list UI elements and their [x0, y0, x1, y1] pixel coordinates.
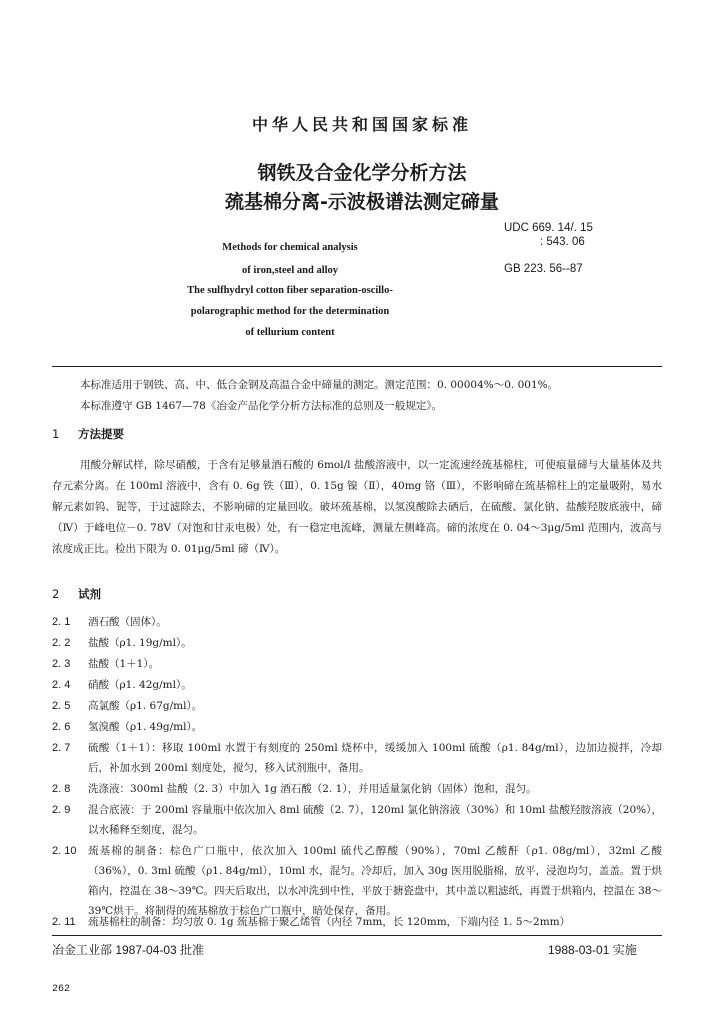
page-number: 262: [52, 984, 71, 995]
english-title-line-1: Methods for chemical analysis: [222, 242, 358, 253]
reagent-number: 2. 10: [52, 845, 77, 857]
reagent-text: 巯基棉的制备：棕色广口瓶中，依次加入 100ml 硫代乙醇酸（90%），70ml 乙酸酐（ρ1. 08g/ml），32ml 乙酸（36%），0. 3ml 硫酸（ρ1. 84g/ml），10ml 水，混匀。冷却后，加入 30g 医用脱脂棉，放平，浸泡均匀，盖盖。置于烘箱内，控温在 38～39℃。四天后取出，以水冲洗到中性，平放于搪瓷盘中，其中盖以粗滤纸，再置于烘箱内，控温在 38～39℃烘干。将制得的巯基棉放于棕色广口瓶中，暗处保存，备用。: [88, 845, 662, 917]
reagent-item: [52, 800, 662, 840]
reagent-item: [52, 912, 662, 932]
reagent-number: 2. 9: [52, 804, 71, 816]
reagent-item: [52, 696, 662, 716]
compliance-paragraph: 本标准遵守 GB 1467—78《冶金产品化学分析方法标准的总则及一般规定》。: [80, 400, 443, 412]
reagent-item: [52, 612, 662, 632]
reagent-text: 洗涤液：300ml 盐酸（2. 3）中加入 1g 酒石酸（2. 1），并用适量氯化钠（固体）饱和，混匀。: [88, 783, 537, 795]
reagent-item: [52, 841, 662, 921]
reagent-number: 2. 5: [52, 700, 71, 712]
reagent-number: 2. 8: [52, 783, 71, 795]
reagent-number: 2. 7: [52, 742, 71, 754]
gb-number: GB 223. 56--87: [504, 263, 583, 275]
document-title-line-1: 钢铁及合金化学分析方法: [257, 162, 467, 184]
section-2-title: 试剂: [78, 587, 101, 601]
udc-code: UDC 669. 14/. 15: [504, 222, 593, 234]
reagent-number: 2. 4: [52, 679, 71, 691]
document-title-line-2: 巯基棉分离-示波极谱法测定碲量: [225, 191, 499, 213]
reagent-text: 氢溴酸（ρ1. 49g/ml）。: [88, 721, 203, 733]
header-divider: [52, 366, 662, 367]
reagent-text: 硝酸（ρ1. 42g/ml）。: [88, 679, 192, 691]
english-title-line-2: of iron,steel and alloy: [241, 265, 339, 276]
section-1-heading: [52, 426, 124, 442]
section-1-body: 用酸分解试样，除尽硝酸，于含有足够量酒石酸的 6mol/l 盐酸溶液中，以一定流速经巯基棉柱，可使痕量碲与大量基体及共存元素分离。在 100ml 溶液中，含有 0. 6g 铁（Ⅲ），0. 15g 镍（Ⅱ），40mg 铬（Ⅲ），不影响碲在巯基棉柱上的定量吸附，易水解元素如钨、铌等，于过滤除去，不影响碲的定量回收。破坏巯基棉，以氢溴酸除去硒后，在硫酸、氯化钠、盐酸羟胺底液中，碲（Ⅳ）于峰电位－0. 78V（对饱和甘汞电极）处，有一稳定电流峰，测量左侧峰高。碲的浓度在 0. 04～3μg/5ml 范围内，波高与浓度成正比。检出下限为 0. 01μg/5ml 碲（Ⅳ）。: [52, 459, 662, 555]
udc-code-suffix: : 543. 06: [540, 236, 585, 248]
standard-title: 中华人民共和国国家标准: [251, 115, 472, 134]
reagent-item: [52, 779, 662, 799]
reagent-item: [52, 675, 662, 695]
english-title-line-3: The sulfhydryl cotton fiber separation-oscillo-: [187, 285, 393, 296]
reagent-text: 硫酸（1＋1）：移取 100ml 水置于有刻度的 250ml 烧杯中，缓缓加入 100ml 硫酸（ρ1. 84g/ml），边加边搅拌，冷却后，补加水到 200ml 刻度处，搅匀，移入试剂瓶中，备用。: [88, 742, 662, 774]
reagent-text: 混合底液：于 200ml 容量瓶中依次加入 8ml 硫酸（2. 7），120ml 氯化钠溶液（30%）和 10ml 盐酸羟胺溶液（20%），以水稀释至刻度，混匀。: [88, 804, 662, 836]
reagent-text: 盐酸（ρ1. 19g/ml）。: [88, 637, 192, 649]
reagent-text: 高氯酸（ρ1. 67g/ml）。: [88, 700, 203, 712]
reagent-text: 巯基棉柱的制备：均匀放 0. 1g 巯基棉于聚乙烯管（内径 7mm，长 120mm，下端内径 1. 5～2mm）: [88, 916, 571, 928]
footer-divider: [52, 935, 662, 936]
reagent-item: [52, 654, 662, 674]
approval-date: 冶金工业部 1987-04-03 批准: [52, 943, 205, 957]
effective-date: 1988-03-01 实施: [548, 943, 637, 957]
section-1-title: 方法提要: [78, 427, 124, 441]
scope-paragraph: 本标准适用于钢铁、高、中、低合金钢及高温合金中碲量的测定。测定范围：0. 00004%～0. 001%。: [80, 379, 559, 391]
reagent-number: 2. 2: [52, 637, 71, 649]
english-title-line-4: polarographic method for the determination: [190, 306, 390, 317]
section-2-number: 2: [52, 587, 60, 601]
section-1-number: 1: [52, 427, 60, 441]
section-2-heading: [52, 586, 101, 602]
reagent-text: 盐酸（1＋1）。: [88, 658, 160, 670]
reagent-number: 2. 11: [52, 916, 76, 928]
reagent-item: [52, 738, 662, 778]
english-title-line-5: of tellurium content: [245, 327, 335, 338]
reagent-number: 2. 1: [52, 616, 71, 628]
reagent-item: [52, 717, 662, 737]
reagent-text: 酒石酸（固体）。: [88, 616, 167, 628]
reagent-number: 2. 3: [52, 658, 71, 670]
reagent-number: 2. 6: [52, 721, 71, 733]
reagent-item: [52, 633, 662, 653]
